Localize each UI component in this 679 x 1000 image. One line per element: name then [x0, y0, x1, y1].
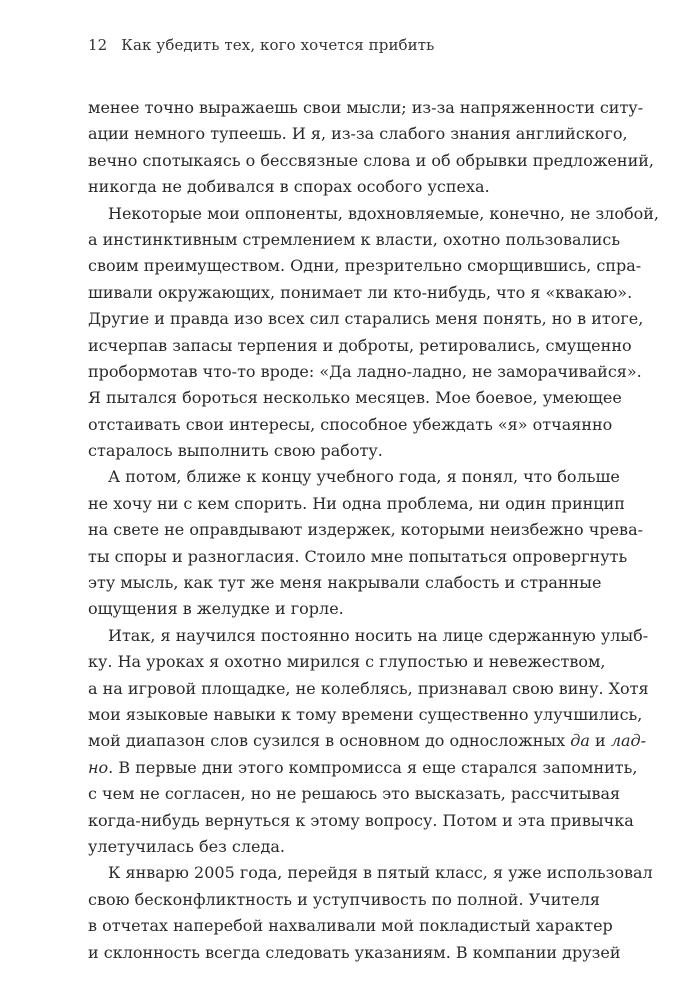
text-line: исчерпав запасы терпения и доброты, ретировались, смущенно [88, 335, 632, 355]
running-title: Как убедить тех, кого хочется прибить [121, 36, 435, 54]
text-line: ации немного тупеешь. И я, из-за слабого знания английского, [88, 124, 628, 144]
text-line: Я пытался бороться несколько месяцев. Мое боевое, умеющее [88, 388, 622, 408]
text-line: вечно спотыкаясь о бессвязные слова и об обрывки предложений, [88, 150, 654, 170]
text-line: ку. На уроках я охотно мирился с глупостью и невежеством, [88, 652, 606, 672]
body-text [88, 95, 659, 966]
text-line: и склонность всегда следовать указаниям. В компании друзей [88, 942, 621, 962]
text-line: отстаивать свои интересы, способное убеждать «я» отчаянно [88, 414, 613, 434]
text-line: улетучилась без следа. [88, 836, 285, 856]
page-number: 12 [88, 36, 108, 54]
text-line: менее точно выражаешь свои мысли; из-за напряженности ситу- [88, 98, 644, 117]
text-line: Некоторые мои оппоненты, вдохновляемые, конечно, не злобой, [108, 203, 659, 223]
italic-word: лад- [610, 731, 647, 751]
text-line: своим преимуществом. Одни, презрительно сморщившись, спра- [88, 256, 642, 276]
text-line: эту мысль, как тут же меня накрывали слабость и странные [88, 573, 602, 593]
text-line: А потом, ближе к концу учебного года, я понял, что больше [108, 467, 620, 487]
text-line: К январю 2005 года, перейдя в пятый класс, я уже использовал [108, 863, 653, 883]
text-line: пробормотав что-то вроде: «Да ладно-ладно, не заморачивайся». [88, 361, 642, 381]
running-head [88, 36, 434, 54]
text-line: в отчетах наперебой нахваливали мой покладистый характер [88, 916, 613, 936]
text-line: ощущения в желудке и горле. [88, 599, 344, 619]
text-line-mixed [88, 755, 638, 781]
text-line: старалось выполнить свою работу. [88, 441, 383, 461]
text-line: не хочу ни с кем спорить. Ни одна проблема, ни один принцип [88, 493, 625, 513]
text-line: Итак, я научился постоянно носить на лице сдержанную улыб- [108, 625, 649, 645]
text-line: на свете не оправдывают издержек, которыми неизбежно чрева- [88, 520, 644, 540]
text-line: шивали окружающих, понимает ли кто-нибудь, что я «квакаю». [88, 282, 633, 302]
text-line: Другие и правда изо всех сил старались меня понять, но в итоге, [88, 309, 644, 329]
text-line-mixed [88, 728, 647, 754]
text-line: с чем не согласен, но не решаюсь это высказать, рассчитывая [88, 784, 621, 804]
text-line: ты споры и разногласия. Стоило мне попытаться опровергнуть [88, 546, 628, 566]
text-line: а на игровой площадке, не колеблясь, признавал свою вину. Хотя [88, 678, 649, 698]
text-line: никогда не добивался в спорах особого успеха. [88, 177, 490, 197]
text-line: когда-нибудь вернуться к этому вопросу. Потом и эта привычка [88, 810, 634, 830]
text-line: а инстинктивным стремлением к власти, охотно пользовались [88, 229, 621, 249]
text-fragment: . В первые дни этого компромисса я еще старался запомнить, [108, 757, 638, 777]
italic-word: но [88, 757, 109, 777]
text-line: свою бесконфликтность и уступчивость по полной. Учителя [88, 889, 600, 909]
text-line: мои языковые навыки к тому времени существенно улучшились, [88, 704, 643, 724]
text-fragment: и [589, 731, 611, 751]
text-fragment: мой диапазон слов сузился в основном до односложных [88, 731, 571, 751]
italic-word: да [570, 731, 590, 751]
